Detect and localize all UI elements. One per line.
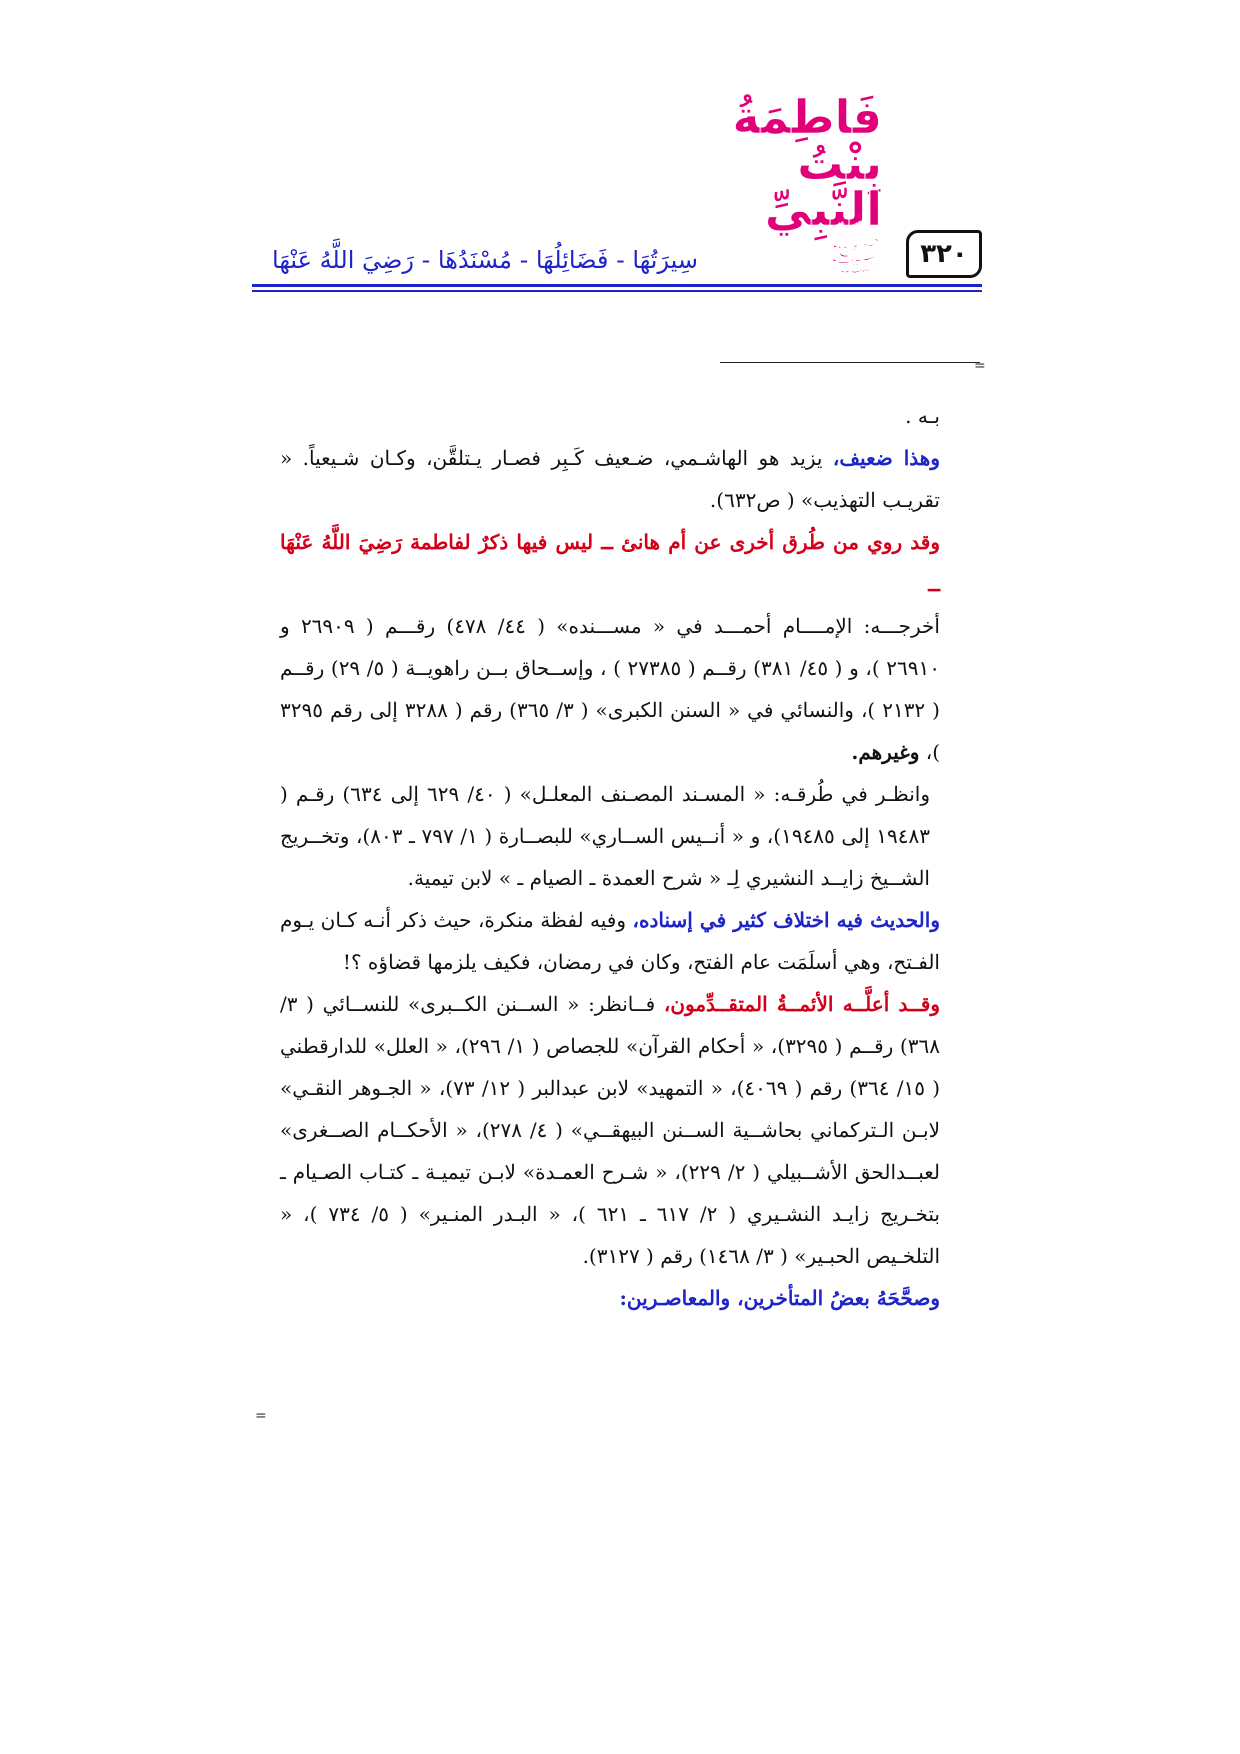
paragraph-see-routes: وانظـر في طُرقـه: « المسـند المصـنف المعلـل» ( ٤٠/ ٦٢٩ إلى ٦٣٤) رقـم ( ١٩٤٨٣ إلى ١٩٤٨٥)، و « أنــيس الســاري» للبصــارة ( ١/ ٧٩٧ ـ ٨٠٣)، وتخــريج الشــيخ زايــد النشيري لِـ « شرح العمدة ـ الصيام ـ » لابن تيمية.	[280, 782, 930, 890]
section-heading-other-routes: وقد روي من طُرق أخرى عن أم هانئ ــ ليس فيها ذكرٌ لفاطمة رَضِيَ اللَّهُ عَنْهَا ــ	[280, 530, 940, 596]
paragraph-2: وهذا ضعيف، يزيد هو الهاشـمي، ضـعيف كَـبِر فصـار يـتلقَّن، وكـان شـيعياً. « تقريـب التهذيب» ( ص٦٣٢).	[280, 446, 940, 512]
isnad-note: والحديث فيه اختلاف كثير في إسناده،	[632, 908, 940, 932]
book-subtitle: سِيرَتُهَا - فَضَائِلُهَا - مُسْنَدُهَا - رَضِيَ اللَّهُ عَنْهَا	[272, 246, 699, 274]
paragraph-imams-criticism: وقــد أعلَّــه الأئمــةُ المتقــدِّمون، فــانظر: « الســنن الكــبرى» للنســائي ( ٣/ ٣٦٨) رقــم ( ٣٢٩٥)، « أحكام القرآن» للجصاص ( ١/ ٢٩٦)، « العلل» للدارقطني ( ١٥/ ٣٦٤) رقم ( ٤٠٦٩)، « التمهيد» لابن عبدالبر ( ١٢/ ٧٣)، « الجـوهر النقـي» لابـن الـتركماني بحاشــية الســنن البيهقــي» ( ٤/ ٢٧٨)، « الأحكــام الصــغرى» لعبــدالحق الأشــبيلي ( ٢/ ٢٢٩)، « شـرح العمـدة» لابـن تيميـة ـ كتـاب الصـيام ـ بتخـريج زايـد النشـيري ( ٢/ ٦١٧ ـ ٦٢١ )، « البـدر المنـير» ( ٥/ ٧٣٤ )، « التلخـيص الحبـير» ( ٣/ ١٤٦٨) رقم ( ٣١٢٧).	[280, 992, 940, 1268]
imams-note: وقــد أعلَّــه الأئمــةُ المتقــدِّمون،	[663, 992, 940, 1016]
header-rule	[252, 284, 982, 287]
continuation-mark-bottom: =	[255, 1408, 267, 1424]
paragraph-1: بـه .	[905, 404, 940, 428]
verdict-weak: وهذا ضعيف،	[832, 446, 940, 470]
paragraph-isnad-discrepancy: والحديث فيه اختلاف كثير في إسناده، وفيه لفظة منكرة، حيث ذكر أنـه كـان يـوم الفـتح، وهي أسلَمَت عام الفتح، وكان في رمضان، فكيف يلزمها قضاؤه ؟!	[280, 908, 940, 974]
continuation-mark-top: =	[974, 358, 986, 374]
header-rule-thin	[252, 290, 982, 292]
running-title	[272, 90, 882, 282]
paragraph-takhrij: أخرجـــه: الإمــــام أحمـــد في « مســـنده» ( ٤٤/ ٤٧٨) رقـــم ( ٢٦٩٠٩ و ٢٦٩١٠ )، و ( ٤٥/ ٣٨١) رقــم ( ٢٧٣٨٥ ) ، وإســحاق بــن راهويــة ( ٥/ ٢٩) رقــم ( ٢١٣٢ )، والنسائي في « السنن الكبرى» ( ٣/ ٣٦٥) رقم ( ٣٢٨٨ إلى رقم ٣٢٩٥ )، وغيرهم.	[280, 614, 940, 764]
footnote-separator	[720, 362, 980, 363]
page-number: ٣٢٠	[906, 230, 982, 278]
footnote-body	[280, 395, 940, 1319]
paragraph-later-authentication: وصحَّحَهُ بعضُ المتأخرين، والمعاصـرين:	[619, 1286, 940, 1310]
page-header	[252, 90, 982, 290]
book-title: فَاطِمَةُ بِنْتُ النَّبِيِّ ﷺ	[732, 90, 882, 282]
